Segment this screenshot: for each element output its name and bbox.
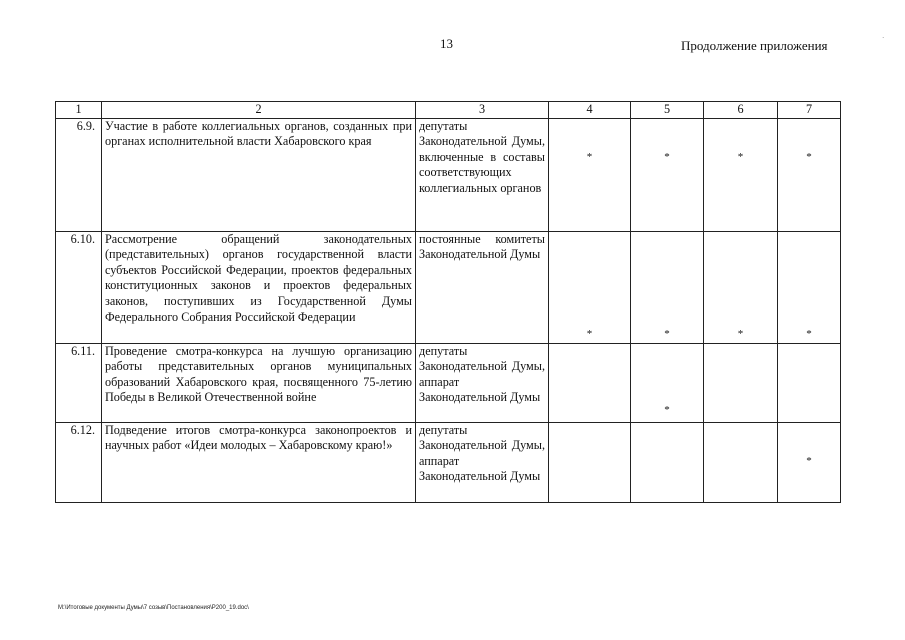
asterisk-mark: * bbox=[737, 150, 744, 163]
table-row bbox=[56, 343, 841, 422]
row-mark-col7 bbox=[778, 118, 841, 231]
row-mark-col5 bbox=[631, 118, 704, 231]
plan-table bbox=[55, 101, 841, 503]
row-mark-col6 bbox=[704, 118, 778, 231]
footer-file-path: М:\Итоговые документы Думы\7 созыв\Постановления\Р200_19.doc\ bbox=[58, 605, 249, 611]
row-number: 6.12. bbox=[56, 422, 102, 502]
row-mark-col5 bbox=[631, 343, 704, 422]
row-description: Рассмотрение обращений законодательных (представительных) органов государственной власти субъектов Российской Федерации, проектов федеральных конституционных законов и проектов федеральных законов, поступивших из Государственной Думы Федерального Собрания Российской Федерации bbox=[102, 231, 416, 343]
row-number: 6.9. bbox=[56, 118, 102, 231]
row-responsible: постоянные комитеты Законодательной Думы bbox=[416, 231, 549, 343]
row-mark-col6 bbox=[704, 343, 778, 422]
row-description: Подведение итогов смотра-конкурса законопроектов и научных работ «Идеи молодых – Хабаровскому краю!» bbox=[102, 422, 416, 502]
row-responsible: депутаты Законодательной Думы, аппарат Законодательной Думы bbox=[416, 422, 549, 502]
row-mark-col4 bbox=[549, 343, 631, 422]
table-row bbox=[56, 118, 841, 231]
column-header: 7 bbox=[778, 102, 841, 119]
row-mark-col4 bbox=[549, 118, 631, 231]
table-row bbox=[56, 422, 841, 502]
row-responsible: депутаты Законодательной Думы, аппарат Законодательной Думы bbox=[416, 343, 549, 422]
table-row bbox=[56, 231, 841, 343]
row-mark-col7 bbox=[778, 231, 841, 343]
row-mark-col7 bbox=[778, 343, 841, 422]
row-mark-col5 bbox=[631, 422, 704, 502]
column-header: 6 bbox=[704, 102, 778, 119]
corner-mark: · bbox=[882, 34, 885, 42]
table-header-row bbox=[56, 102, 841, 119]
row-description: Участие в работе коллегиальных органов, созданных при органах исполнительной власти Хабаровского края bbox=[102, 118, 416, 231]
asterisk-mark: * bbox=[806, 150, 812, 163]
column-header: 5 bbox=[631, 102, 704, 119]
row-mark-col5 bbox=[631, 231, 704, 343]
asterisk-mark: * bbox=[664, 150, 670, 163]
row-mark-col4 bbox=[549, 422, 631, 502]
column-header: 1 bbox=[56, 102, 102, 119]
asterisk-mark: * bbox=[586, 150, 593, 163]
row-responsible: депутаты Законодательной Думы, включенные в составы соответствующих коллегиальных органов bbox=[416, 118, 549, 231]
column-header: 3 bbox=[416, 102, 549, 119]
asterisk-mark: * bbox=[664, 328, 670, 340]
page-number: 13 bbox=[440, 36, 453, 51]
row-mark-col4 bbox=[549, 231, 631, 343]
asterisk-mark: * bbox=[806, 454, 812, 467]
row-mark-col6 bbox=[704, 422, 778, 502]
row-mark-col6 bbox=[704, 231, 778, 343]
continuation-heading: Продолжение приложения bbox=[681, 38, 828, 53]
asterisk-mark: * bbox=[586, 328, 593, 340]
asterisk-mark: * bbox=[806, 328, 812, 340]
row-description: Проведение смотра-конкурса на лучшую организацию работы представительных органов муниципальных образований Хабаровского края, посвященного 75-летию Победы в Великой Отечественной войне bbox=[102, 343, 416, 422]
asterisk-mark: * bbox=[664, 403, 670, 416]
column-header: 2 bbox=[102, 102, 416, 119]
asterisk-mark: * bbox=[737, 328, 744, 340]
row-number: 6.11. bbox=[56, 343, 102, 422]
column-header: 4 bbox=[549, 102, 631, 119]
row-mark-col7 bbox=[778, 422, 841, 502]
row-number: 6.10. bbox=[56, 231, 102, 343]
